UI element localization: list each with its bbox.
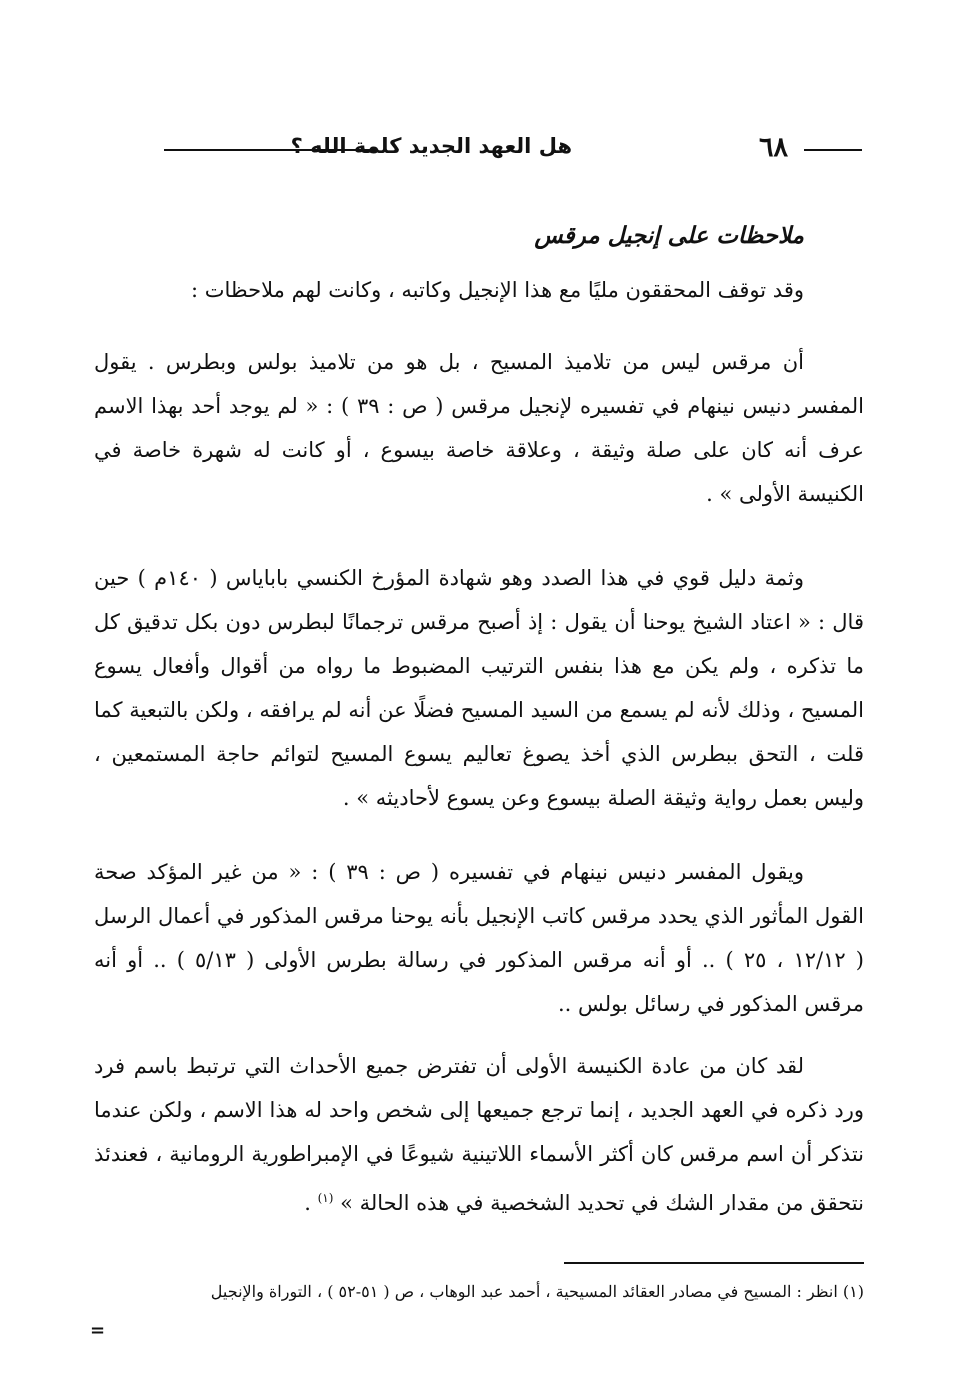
paragraph-text: أن مرقس ليس من تلاميذ المسيح ، بل هو من تلاميذ بولس وبطرس . يقول المفسر دنيس نينهام في تفسيره لإنجيل مرقس ( ص : ٣٩ ) : « لم يوجد أحد بهذا الاسم عرف أنه كان على صلة وثيقة ، وعلاقة خاصة بيسوع ، أو كانت له شهرة خاصة في الكنيسة الأولى » .	[94, 350, 864, 506]
paragraph-text	[94, 1044, 864, 1225]
page-number: ٦٨	[758, 132, 788, 163]
paragraph-5-text: لقد كان من عادة الكنيسة الأولى أن تفترض جميع الأحداث التي ترتبط باسم فرد ورد ذكره في العهد الجديد ، إنما ترجع جميعها إلى شخص واحد له هذا الاسم ، ولكن عندما نتذكر أن اسم مرقس كان أكثر الأسماء اللاتينية شيوعًا في الإمبراطورية الرومانية ، فعندئذ نتحقق من مقدار الشك في تحديد الشخصية في هذه الحالة »	[94, 1054, 864, 1215]
footnote: (١) انظر : المسيح في مصادر العقائد المسيحية ، أحمد عبد الوهاب ، ص ( ٥١-٥٢ ) ، التوراة والإنجيل	[210, 1282, 864, 1301]
running-header	[90, 128, 862, 168]
paragraph-text: وثمة دليل قوي في هذا الصدد وهو شهادة المؤرخ الكنسي باباياس ( ١٤٠م ) حين قال : « اعتاد الشيخ يوحنا أن يقول : إذ أصبح مرقس ترجمانًا لبطرس دون بكل تدقيق كل ما تذكره ، ولم يكن مع هذا بنفس الترتيب المضبوط ما رواه من أقوال وأفعال يسوع المسيح ، وذلك لأنه لم يسمع من السيد المسيح فضلًا عن أنه لم يرافقه ، ولكن بالتبعية كما قلت ، التحق ببطرس الذي أخذ يصوغ تعاليم يسوع المسيح لتوائم حاجة المستمعين ، وليس بعمل رواية وثيقة الصلة بيسوع وعن يسوع لأحاديثه » .	[94, 566, 864, 810]
paragraph-text: ويقول المفسر دنيس نينهام في تفسيره ( ص : ٣٩ ) : « من غير المؤكد صحة القول المأثور الذي يحدد مرقس كاتب الإنجيل بأنه يوحنا مرقس المذكور في أعمال الرسل ( ١٢/١٢ ، ٢٥ ) .. أو أنه مرقس المذكور في رسالة بطرس الأولى ( ٥/١٣ ) .. أو أنه مرقس المذكور في رسائل بولس ..	[94, 860, 864, 1016]
footnote-continuation-mark: =	[90, 1320, 106, 1341]
paragraph-text: وقد توقف المحققون مليًا مع هذا الإنجيل وكاتبه ، وكانت لهم ملاحظات :	[190, 278, 804, 302]
paragraph-2	[94, 340, 864, 516]
paragraph-intro	[94, 268, 864, 312]
paragraph-4	[94, 850, 864, 1026]
paragraph-5	[94, 1044, 864, 1225]
book-title: هل العهد الجديد كلمة الله ؟	[290, 134, 572, 158]
footnote-reference[interactable]: (١)	[317, 1191, 334, 1205]
section-title: ملاحظات على إنجيل مرقس	[534, 223, 804, 249]
footnote-separator	[564, 1262, 864, 1264]
paragraph-3	[94, 556, 864, 820]
header-rule-right	[804, 149, 862, 151]
paragraph-end: .	[304, 1191, 318, 1215]
